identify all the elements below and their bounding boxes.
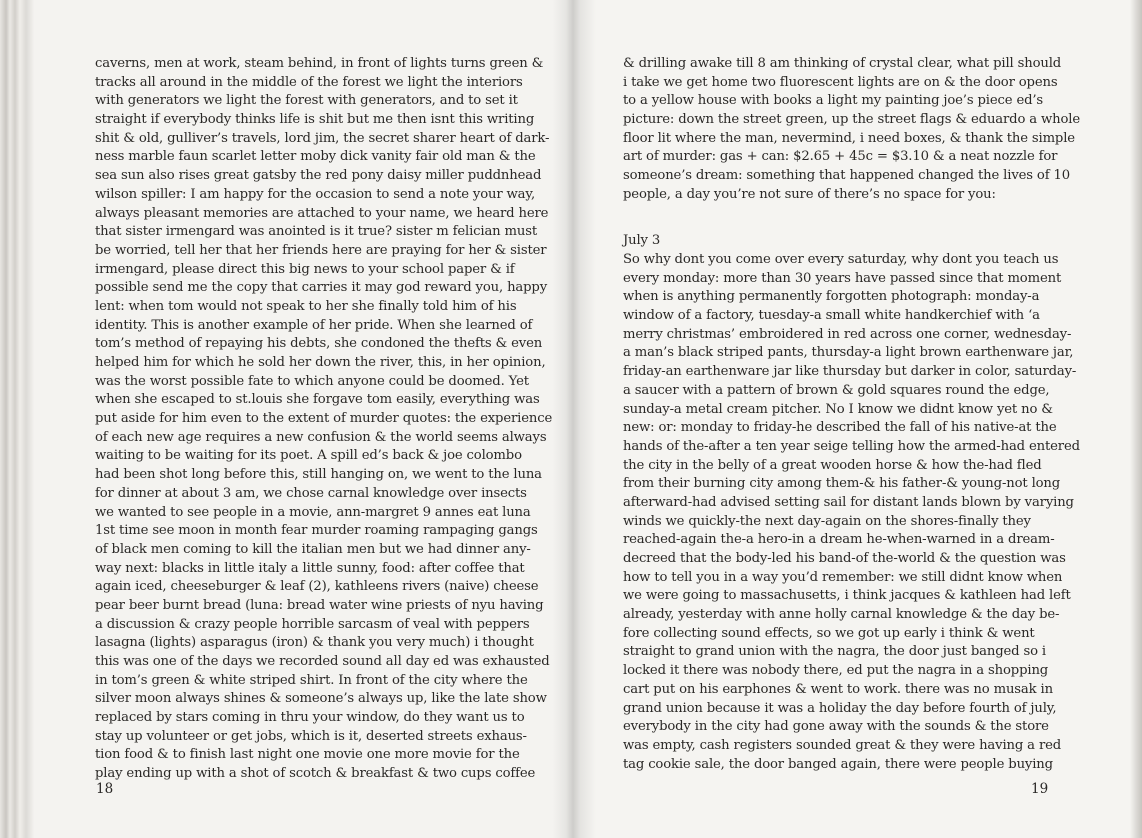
text-line: caverns, men at work, steam behind, in front of lights turns green & (95, 56, 544, 71)
text-line: i take we get home two fluorescent lights are on & the door opens (623, 74, 1058, 90)
text-line: be worried, tell her that her friends here are praying for her & sister (95, 242, 547, 258)
text-line: waiting to be waiting for its poet. A spill ed’s back & joe colombo (95, 448, 522, 464)
text-line: we were going to massachusetts, i think jacques & kathleen had left (623, 588, 1071, 604)
text-line: tion food & to finish last night one movie one more movie for the (95, 747, 520, 763)
text-line: floor lit where the man, nevermind, i need boxes, & thank the simple (623, 130, 1075, 146)
text-line: decreed that the body-led his band-of the-world & the question was (623, 551, 1066, 566)
text-line: lasagna (lights) asparagus (iron) & thank you very much) i thought (95, 635, 534, 651)
text-line: with generators we light the forest with generators, and to set it (95, 93, 518, 109)
right-page (570, 0, 1142, 838)
text-line: every monday: more than 30 years have passed since that moment (623, 270, 1062, 286)
text-line: grand union because it was a holiday the day before fourth of july, (623, 700, 1057, 716)
text-line: lent: when tom would not speak to her she finally told him of his (95, 298, 517, 314)
text-line: fore collecting sound effects, so we got up early i think & went (623, 625, 1035, 641)
text-line: identity. This is another example of her pride. When she learned of (95, 317, 533, 333)
text-line: a saucer with a pattern of brown & gold squares round the edge, (623, 382, 1050, 398)
text-line: a discussion & crazy people horrible sarcasm of veal with peppers (95, 616, 530, 632)
text-line: reached-again the-a hero-in a dream he-when-warned in a dream- (623, 532, 1055, 548)
right-page-body-bottom (623, 251, 1080, 774)
text-line: always pleasant memories are attached to your name, we heard here (95, 205, 549, 221)
text-line: silver moon always shines & someone’s always up, like the late show (95, 691, 547, 707)
text-line: new: or: monday to friday-he described the fall of his native-at the (623, 420, 1057, 436)
text-line: & drilling awake till 8 am thinking of crystal clear, what pill should (623, 56, 1062, 71)
text-line: irmengard, please direct this big news to your school paper & if (95, 261, 515, 277)
left-page-number: 18 (96, 781, 114, 797)
text-line: locked it there was nobody there, ed put the nagra in a shopping (623, 663, 1049, 679)
text-line: for dinner at about 3 am, we chose carnal knowledge over insects (95, 485, 527, 501)
text-line: sunday-a metal cream pitcher. No I know we didnt know yet no & (623, 401, 1053, 417)
page-edges-left (0, 0, 34, 838)
text-line: helped him for which he sold her down the river, this, in her opinion, (95, 355, 546, 370)
text-line: this was one of the days we recorded sound all day ed was exhausted (95, 654, 550, 669)
text-line: merry christmas’ embroidered in red across one corner, wednesday- (623, 326, 1072, 342)
text-line: already, yesterday with anne holly carnal knowledge & the day be- (623, 607, 1060, 623)
text-line: way next: blacks in little italy a little sunny, food: after coffee that (95, 560, 525, 576)
text-line: So why dont you come over every saturday, why dont you teach us (623, 252, 1059, 267)
text-line: when is anything permanently forgotten photograph: monday-a (623, 289, 1040, 305)
text-line: to a yellow house with books a light my painting joe’s piece ed’s (623, 93, 1044, 109)
text-line: straight to grand union with the nagra, the door just banged so i (623, 644, 1046, 660)
text-line: of each new age requires a new confusion & the world seems always (95, 429, 547, 445)
text-line: ness marble faun scarlet letter moby dick vanity fair old man & the (95, 149, 536, 165)
text-line: tag cookie sale, the door banged again, there were people buying (623, 756, 1053, 772)
text-line: the city in the belly of a great wooden horse & how the-had fled (623, 457, 1042, 473)
text-line: we wanted to see people in a movie, ann-margret 9 annes eat luna (95, 504, 531, 520)
text-line: was the worst possible fate to which anyone could be doomed. Yet (95, 373, 529, 389)
text-line: when she escaped to st.louis she forgave tom easily, everything was (95, 392, 540, 408)
text-line: afterward-had advised setting sail for distant lands blown by varying (623, 494, 1074, 510)
text-line: shit & old, gulliver’s travels, lord jim, the secret sharer heart of dark- (95, 130, 550, 146)
text-line: replaced by stars coming in thru your window, do they want us to (95, 710, 525, 726)
text-line: picture: down the street green, up the street flags & eduardo a whole (623, 112, 1081, 128)
text-line: everybody in the city had gone away with the sounds & the store (623, 719, 1049, 735)
page-edges-right (1130, 0, 1142, 838)
text-line: people, a day you’re not sure of there’s no space for you: (623, 186, 996, 202)
text-line: stay up volunteer or get jobs, which is it, deserted streets exhaus- (95, 728, 527, 744)
text-line: how to tell you in a way you’d remember: we still didnt know when (623, 569, 1063, 585)
text-line: from their burning city among them-& his father-& young-not long (623, 476, 1061, 492)
text-line: window of a factory, tuesday-a small white handkerchief with ‘a (623, 308, 1040, 324)
text-line: cart put on his earphones & went to work. there was no musak in (623, 681, 1053, 697)
text-line: a man’s black striped pants, thursday-a light brown earthenware jar, (623, 345, 1074, 361)
text-line: art of murder: gas + can: $2.65 + 45c = $3.10 & a neat nozzle for (623, 149, 1058, 165)
text-line: in tom’s green & white striped shirt. In front of the city where the (95, 672, 528, 688)
right-page-number: 19 (1031, 781, 1049, 797)
text-line: someone’s dream: something that happened changed the lives of 10 (623, 168, 1070, 184)
text-line: hands of the-after a ten year seige telling how the armed-had entered (623, 438, 1080, 454)
text-line: pear beer burnt bread (luna: bread water wine priests of nyu having (95, 597, 544, 613)
text-line: 1st time see moon in month fear murder roaming rampaging gangs (95, 523, 538, 539)
text-line: was empty, cash registers sounded great & they were having a red (623, 737, 1062, 753)
text-line: sea sun also rises great gatsby the red pony daisy miller puddnhead (95, 168, 542, 184)
text-line: put aside for him even to the extent of murder quotes: the experience (95, 411, 553, 427)
text-line: had been shot long before this, still hanging on, we went to the luna (95, 467, 542, 483)
right-page-body-top (623, 55, 1080, 205)
text-line: play ending up with a shot of scotch & breakfast & two cups coffee (95, 766, 536, 782)
text-line: winds we quickly-the next day-again on the shores-finally they (623, 513, 1031, 529)
text-line: possible send me the copy that carries it may god reward you, happy (95, 280, 548, 296)
date-heading: July 3 (623, 233, 661, 248)
text-line: tracks all around in the middle of the forest we light the interiors (95, 74, 523, 90)
left-page-body (95, 55, 552, 784)
text-line: friday-an earthenware jar like thursday but darker in color, saturday- (623, 364, 1077, 380)
text-line: that sister irmengard was anointed is it true? sister m felician must (95, 224, 538, 240)
text-line: wilson spiller: I am happy for the occasion to send a note your way, (95, 186, 535, 202)
text-line: straight if everybody thinks life is shit but me then isnt this writing (95, 112, 535, 128)
text-line: of black men coming to kill the italian men but we had dinner any- (95, 541, 531, 557)
text-line: tom’s method of repaying his debts, she condoned the thefts & even (95, 336, 543, 352)
text-line: again iced, cheeseburger & leaf (2), kathleens rivers (naive) cheese (95, 579, 539, 595)
left-page (34, 0, 570, 838)
